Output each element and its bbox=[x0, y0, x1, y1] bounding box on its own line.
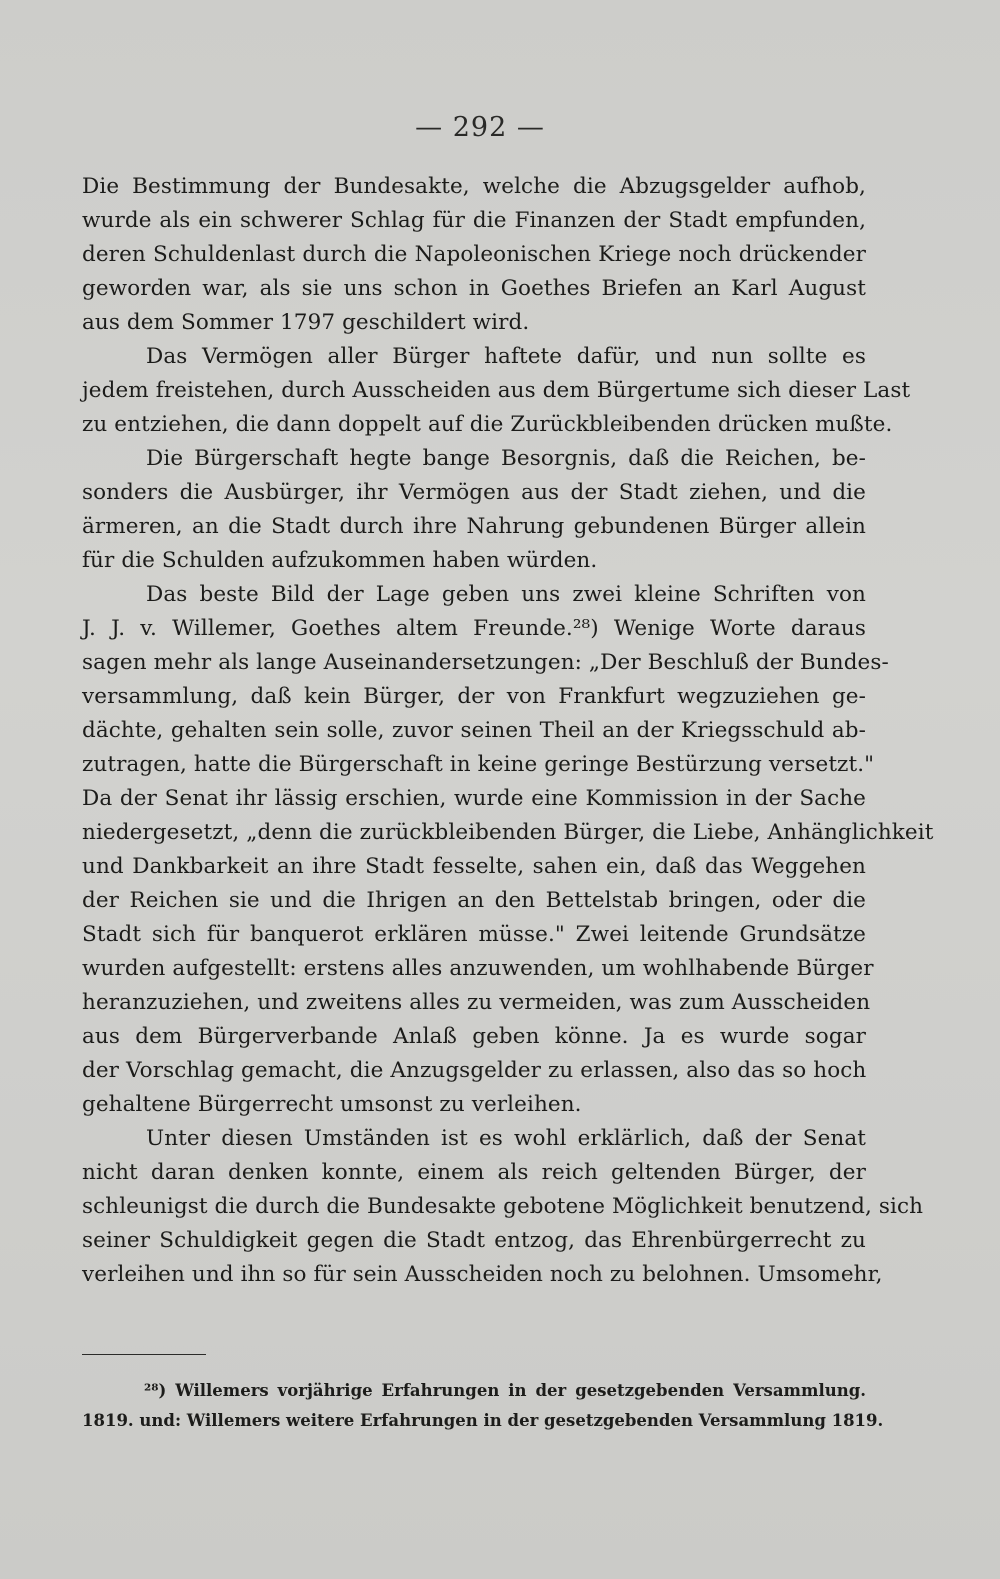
text-line: gehaltene Bürgerrecht umsonst zu verleihen. bbox=[82, 1092, 582, 1117]
text-line: ärmeren, an die Stadt durch ihre Nahrung gebundenen Bürger allein bbox=[82, 514, 866, 539]
text-line: der Reichen sie und die Ihrigen an den Bettelstab bringen, oder die bbox=[82, 888, 866, 913]
text-line: versammlung, daß kein Bürger, der von Frankfurt wegzuziehen ge- bbox=[82, 684, 866, 709]
text-line: der Vorschlag gemacht, die Anzugsgelder zu erlassen, also das so hoch bbox=[82, 1058, 867, 1083]
page-number: — 292 — bbox=[415, 112, 545, 143]
text-line: Das Vermögen aller Bürger haftete dafür, und nun sollte es bbox=[146, 344, 866, 369]
text-line: niedergesetzt, „denn die zurückbleibenden Bürger, die Liebe, Anhänglichkeit bbox=[82, 820, 934, 845]
body-text bbox=[82, 170, 934, 1292]
footnote-line: 1819. und: Willemers weitere Erfahrungen in der gesetzgebenden Versammlung 1819. bbox=[82, 1411, 884, 1430]
text-line: Das beste Bild der Lage geben uns zwei kleine Schriften von bbox=[146, 582, 866, 607]
text-line: Stadt sich für banquerot erklären müsse." Zwei leitende Grundsätze bbox=[82, 922, 866, 947]
text-line: zutragen, hatte die Bürgerschaft in keine geringe Bestürzung versetzt." bbox=[82, 752, 875, 777]
text-line: und Dankbarkeit an ihre Stadt fesselte, sahen ein, daß das Weggehen bbox=[82, 854, 866, 879]
text-line: dächte, gehalten sein solle, zuvor seinen Theil an der Kriegsschuld ab- bbox=[82, 718, 866, 743]
text-line: jedem freistehen, durch Ausscheiden aus dem Bürgertume sich dieser Last bbox=[82, 378, 911, 403]
text-line: Unter diesen Umständen ist es wohl erklärlich, daß der Senat bbox=[146, 1126, 866, 1151]
text-line: seiner Schuldigkeit gegen die Stadt entzog, das Ehrenbürgerrecht zu bbox=[82, 1228, 866, 1253]
text-line: aus dem Bürgerverbande Anlaß geben könne. Ja es wurde sogar bbox=[82, 1024, 866, 1049]
text-line: aus dem Sommer 1797 geschildert wird. bbox=[82, 310, 530, 335]
text-line: wurden aufgestellt: erstens alles anzuwenden, um wohlhabende Bürger bbox=[82, 956, 874, 981]
text-line: für die Schulden aufzukommen haben würden. bbox=[82, 548, 598, 573]
text-line: nicht daran denken konnte, einem als reich geltenden Bürger, der bbox=[82, 1160, 866, 1185]
text-line: geworden war, als sie uns schon in Goethes Briefen an Karl August bbox=[82, 276, 866, 301]
footnote-divider bbox=[82, 1354, 206, 1355]
text-line: sagen mehr als lange Auseinandersetzungen: „Der Beschluß der Bundes- bbox=[82, 650, 889, 675]
text-line: Da der Senat ihr lässig erschien, wurde eine Kommission in der Sache bbox=[82, 786, 866, 811]
footnotes bbox=[82, 1376, 884, 1436]
text-line: schleunigst die durch die Bundesakte gebotene Möglichkeit benutzend, sich bbox=[82, 1194, 924, 1219]
footnote-line: ²⁸) Willemers vorjährige Erfahrungen in der gesetzgebenden Versammlung. bbox=[144, 1381, 866, 1400]
text-line: verleihen und ihn so für sein Ausscheiden noch zu belohnen. Umsomehr, bbox=[82, 1262, 883, 1287]
text-line: J. J. v. Willemer, Goethes altem Freunde.²⁸) Wenige Worte daraus bbox=[82, 616, 866, 641]
text-line: wurde als ein schwerer Schlag für die Finanzen der Stadt empfunden, bbox=[82, 208, 866, 233]
text-line: heranzuziehen, und zweitens alles zu vermeiden, was zum Ausscheiden bbox=[82, 990, 871, 1015]
text-line: deren Schuldenlast durch die Napoleonischen Kriege noch drückender bbox=[82, 242, 866, 267]
text-line: zu entziehen, die dann doppelt auf die Zurückbleibenden drücken mußte. bbox=[82, 412, 893, 437]
text-line: Die Bürgerschaft hegte bange Besorgnis, daß die Reichen, be- bbox=[146, 446, 866, 471]
text-line: Die Bestimmung der Bundesakte, welche die Abzugsgelder aufhob, bbox=[82, 174, 866, 199]
text-line: sonders die Ausbürger, ihr Vermögen aus der Stadt ziehen, und die bbox=[82, 480, 866, 505]
